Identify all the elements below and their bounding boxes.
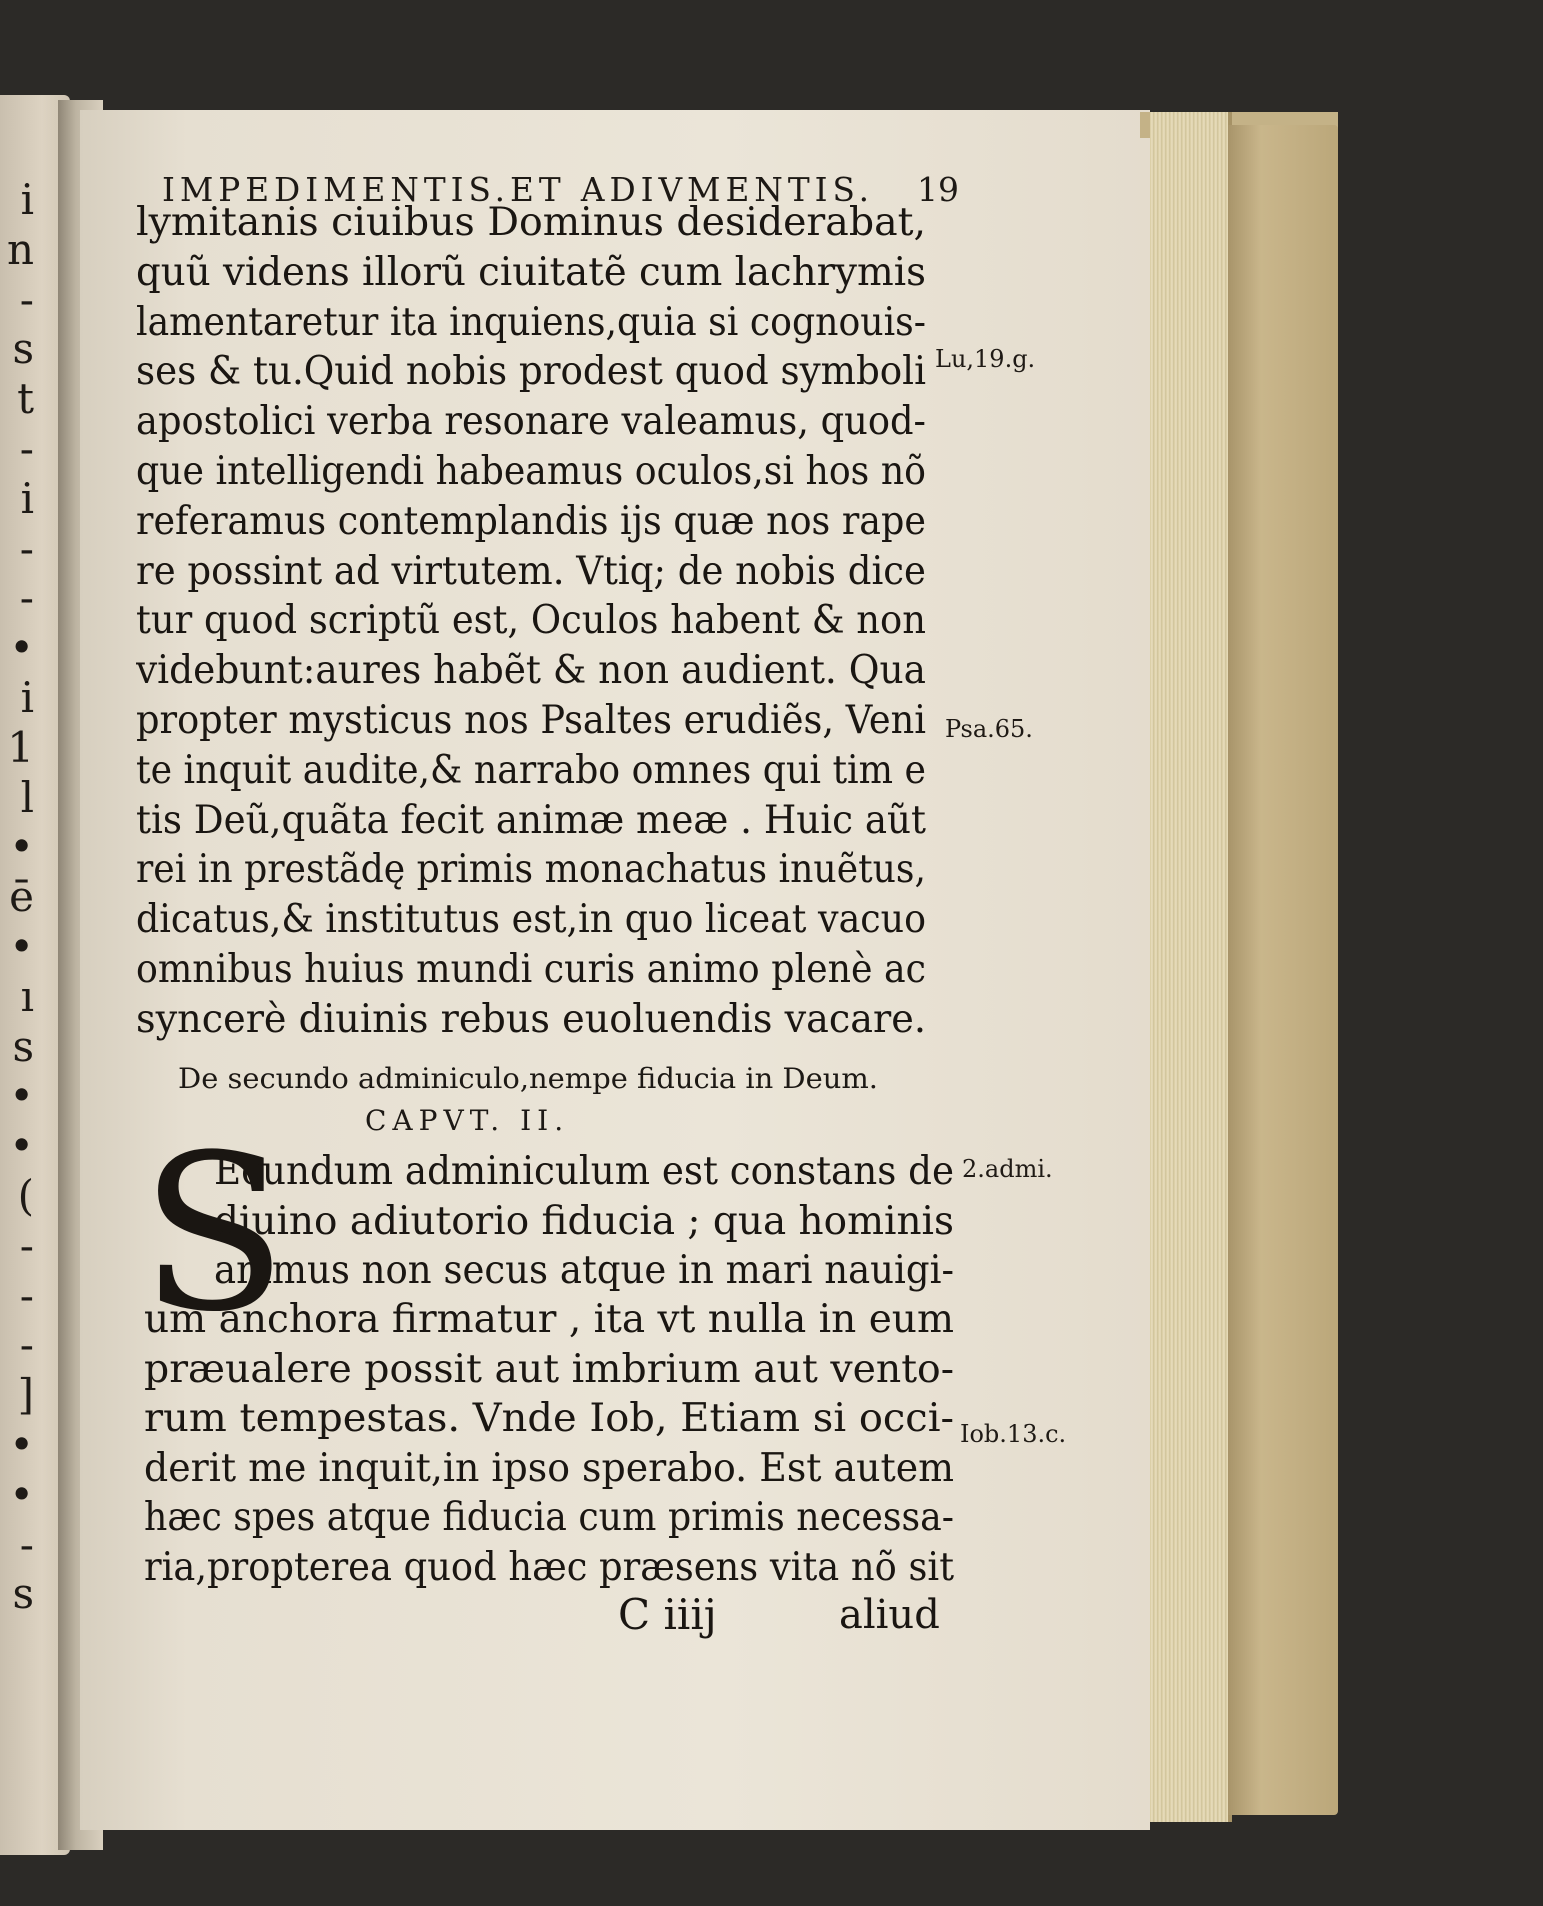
previous-page-glyph: • — [9, 1071, 34, 1121]
previous-page-glyph: • — [9, 1469, 34, 1519]
text-line: quũ videns illorũ ciuitatẽ cum lachrymis — [136, 249, 926, 295]
text-line: omnibus huius mundi curis animo plenè ac — [136, 946, 926, 992]
page-block-edges — [1150, 112, 1232, 1822]
book-cover-right — [1228, 125, 1338, 1815]
text-line: ses & tu.Quid nobis prodest quod symboli — [136, 349, 926, 395]
margin-note-luke: Lu,19.g. — [935, 345, 1036, 373]
previous-page-glyph: - — [19, 1270, 34, 1320]
text-line: re possint ad virtutem. Vtiq; de nobis dice — [136, 548, 926, 594]
previous-page-glyph: ı — [20, 971, 34, 1021]
previous-page-glyph: • — [9, 623, 34, 673]
previous-page-glyph: - — [19, 274, 34, 324]
text-line: dicatus,& institutus est,in quo liceat vacuo — [136, 897, 926, 943]
previous-page-glyph: - — [19, 1320, 34, 1370]
running-title: IMPEDIMENTIS.ET ADIVMENTIS. — [162, 170, 874, 209]
text-line: ria,propterea quod hæc præsens vita nõ sit — [144, 1544, 954, 1590]
catchword: aliud — [839, 1592, 940, 1638]
folio-number: 19 — [917, 170, 959, 209]
section-heading: De secundo adminiculo,nempe fiducia in Deum. — [178, 1062, 878, 1095]
text-line: referamus contemplandis ijs quæ nos rape — [136, 498, 926, 544]
text-line: um anchora firmatur , ita vt nulla in eum — [144, 1297, 954, 1342]
text-line: rum tempestas. Vnde Iob, Etiam si occi- — [144, 1396, 954, 1441]
previous-page-glyph: • — [9, 921, 34, 971]
text-line: lymitanis ciuibus Dominus desiderabat, — [136, 200, 926, 245]
previous-page-glyph: ] — [17, 1370, 34, 1420]
previous-page-glyph: s — [12, 324, 34, 374]
text-line: syncerè diuinis rebus euoluendis vacare. — [136, 996, 926, 1042]
body-text-block — [136, 198, 936, 1045]
margin-note-psalm: Psa.65. — [945, 715, 1033, 743]
text-line: te inquit audite,& narrabo omnes qui tim e — [136, 747, 926, 793]
previous-page-glyph: s — [12, 1021, 34, 1071]
previous-page-glyph: - — [19, 573, 34, 623]
text-line: apostolici verba resonare valeamus, quod- — [136, 399, 926, 445]
text-line: lamentaretur ita inquiens,quia si cognouis- — [136, 299, 926, 345]
previous-page-glyph: - — [19, 1519, 34, 1569]
text-line: propter mysticus nos Psaltes erudiẽs, Veni — [136, 697, 926, 743]
text-line: que intelligendi habeamus oculos,si hos nõ — [136, 448, 926, 494]
previous-page-glyph: • — [9, 822, 34, 872]
previous-page-glyph: ( — [17, 1170, 34, 1220]
previous-page-glyph: - — [19, 523, 34, 573]
text-line: præualere possit aut imbrium aut vento- — [144, 1346, 954, 1392]
previous-page-glyph: s — [12, 1569, 34, 1619]
text-line: Ecundum adminiculum est constans de — [214, 1149, 954, 1194]
text-line: rei in prestãdę primis monachatus inuẽtus, — [136, 847, 926, 893]
previous-page-glyph: - — [19, 1220, 34, 1270]
previous-page-glyph: i — [20, 672, 34, 722]
text-line: animus non secus atque in mari nauigi- — [214, 1248, 954, 1293]
previous-page-glyph: ē — [9, 872, 34, 922]
drop-cap-letter: S — [140, 1108, 288, 1359]
text-line: hæc spes atque fiducia cum primis necessa- — [144, 1495, 954, 1540]
text-line: derit me inquit,in ipso sperabo. Est autem — [144, 1445, 954, 1491]
previous-page-glyph: • — [9, 1121, 34, 1171]
previous-page-glyph: 1 — [7, 722, 34, 772]
dropcap-indented-text — [214, 1147, 974, 1296]
text-line: tis Deũ,quãta fecit animæ meæ . Huic aũt — [136, 797, 926, 843]
text-line: diuino adiutorio fiducia ; qua hominis — [214, 1198, 954, 1244]
text-line: tur quod scriptũ est, Oculos habent & non — [136, 598, 926, 644]
previous-page-glyph: t — [17, 374, 34, 424]
text-line: videbunt:aures habẽt & non audient. Qua — [136, 648, 926, 694]
previous-page-glyph: l — [20, 772, 34, 822]
chapter-label: CAPVT. II. — [365, 1104, 570, 1137]
previous-page-glyph: i — [20, 473, 34, 523]
margin-note-job: Iob.13.c. — [960, 1420, 1067, 1448]
previous-page-glyph: i — [20, 175, 34, 224]
previous-page-glyph: n — [6, 224, 34, 274]
previous-page-glyph: • — [9, 1419, 34, 1469]
previous-page-text-fragments — [0, 175, 34, 1619]
signature-mark: C iiij — [618, 1590, 717, 1639]
body-text-block-2 — [144, 1295, 964, 1592]
margin-note-second-adminiculum: 2.admi. — [962, 1155, 1053, 1183]
previous-page-glyph: - — [19, 423, 34, 473]
